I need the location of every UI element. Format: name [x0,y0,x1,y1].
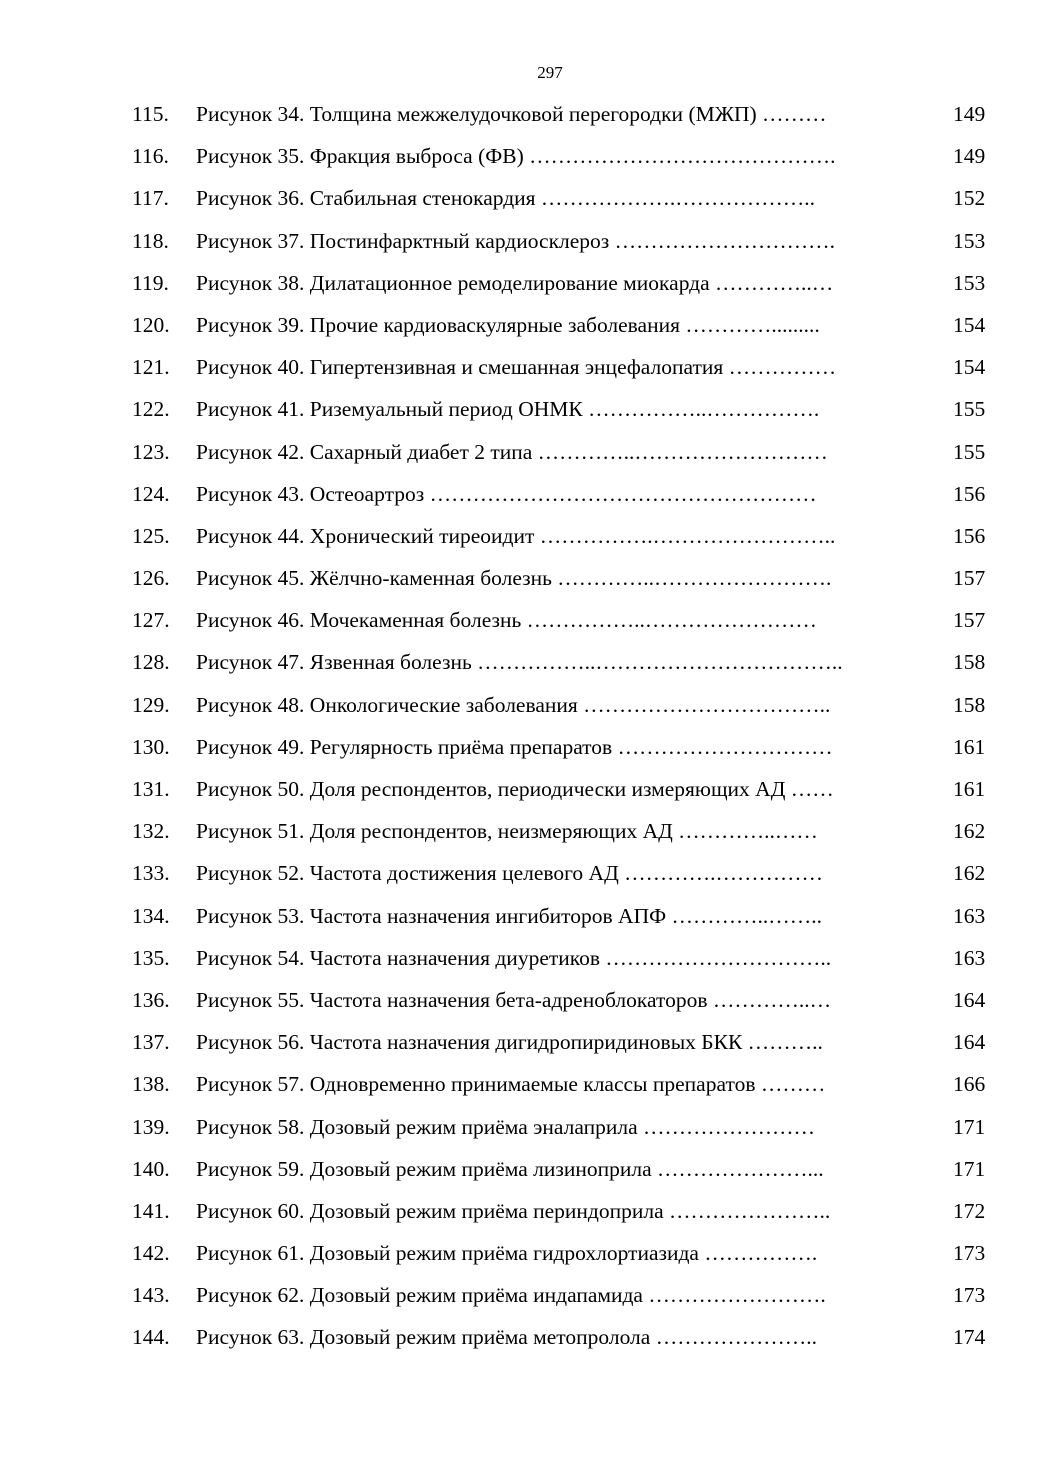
toc-entry-title: Рисунок 50. Доля респондентов, периодически измеряющих АД …… [196,777,834,801]
toc-entry-number: 125. [132,523,170,548]
toc-entry-title: Рисунок 54. Частота назначения диуретиков ………………………….. [196,945,832,970]
toc-entry-number: 132. [132,819,170,844]
toc-entry-number: 137. [132,1030,170,1055]
toc-entry[interactable] [0,521,1040,563]
toc-entry-page: 152 [953,186,986,211]
toc-entry-number: 119. [132,270,169,295]
toc-entry-title: Рисунок 44. Хронический тиреоидит …………….…………………….. [196,523,836,548]
toc-entry-title: Рисунок 60. Дозовый режим приёма периндоприла ………………….. [196,1198,831,1223]
toc-entry[interactable] [0,647,1040,689]
toc-entry-page: 162 [953,819,986,844]
toc-entry-title: Рисунок 47. Язвенная болезнь ……………..…………………………….. [196,650,843,675]
toc-entry[interactable] [0,1154,1040,1196]
toc-entry-number: 124. [132,481,170,506]
toc-entry-number: 143. [132,1283,170,1308]
toc-entry-title: Рисунок 56. Частота назначения дигидропиридиновых БКК ……….. [196,1030,823,1055]
toc-entry-number: 126. [132,566,170,591]
toc-entry-number: 122. [132,397,170,422]
toc-entry-page: 156 [953,481,986,506]
toc-entry-page: 163 [953,945,986,970]
toc-entry-number: 138. [132,1072,170,1097]
toc-entry-number: 140. [132,1156,170,1181]
toc-entry[interactable] [0,1069,1040,1111]
toc-entry[interactable] [0,99,1040,141]
toc-entry-page: 173 [953,1283,986,1308]
toc-entry-number: 144. [132,1325,170,1350]
page-number: 297 [537,63,563,82]
toc-entry[interactable] [0,141,1040,183]
toc-entry[interactable] [0,816,1040,858]
toc-entry-page: 155 [953,397,986,422]
toc-entry-title: Рисунок 34. Толщина межжелудочковой перегородки (МЖП) ……… [196,102,827,126]
toc-entry-page: 154 [953,312,986,337]
toc-entry-number: 128. [132,650,170,675]
toc-entry-page: 164 [953,1030,986,1055]
toc-entry-title: Рисунок 58. Дозовый режим приёма эналаприла …………………… [196,1114,815,1139]
toc-entry-page: 157 [953,608,986,633]
toc-entry-number: 141. [132,1198,170,1223]
toc-entry[interactable] [0,605,1040,647]
toc-entry-page: 153 [953,228,986,253]
toc-entry-page: 171 [953,1156,986,1181]
toc-entry-page: 162 [953,861,986,886]
toc-entry-title: Рисунок 51. Доля респондентов, неизмеряющих АД …………..…… [196,819,818,844]
toc-entry-number: 130. [132,734,170,759]
toc-entry-page: 171 [953,1114,986,1139]
toc-entry-number: 134. [132,903,170,928]
toc-entry[interactable] [0,1322,1040,1364]
toc-entry-number: 120. [132,312,170,337]
toc-entry-title: Рисунок 53. Частота назначения ингибиторов АПФ …………..…….. [196,903,822,928]
toc-entry-number: 118. [132,228,169,253]
toc-entry-title: Рисунок 62. Дозовый режим приёма индапамида ……………………. [196,1283,826,1308]
toc-entry[interactable] [0,1027,1040,1069]
toc-entry-title: Рисунок 49. Регулярность приёма препаратов ………………………… [196,734,833,759]
toc-entry-title: Рисунок 48. Онкологические заболевания …………………………….. [196,692,831,717]
toc-entry[interactable] [0,858,1040,900]
toc-entry-number: 136. [132,987,170,1012]
toc-entry-number: 123. [132,439,170,464]
toc-entry-title: Рисунок 57. Одновременно принимаемые классы препаратов ……… [196,1072,826,1097]
toc-entry[interactable] [0,1112,1040,1154]
toc-entry[interactable] [0,394,1040,436]
toc-entry-number: 121. [132,355,170,380]
toc-entry[interactable] [0,943,1040,985]
toc-entry-page: 163 [953,903,986,928]
toc-entry-page: 158 [953,692,986,717]
toc-entry-page: 157 [953,566,986,591]
toc-entry-title: Рисунок 52. Частота достижения целевого АД ………….…………… [196,861,823,886]
toc-entry-page: 166 [953,1072,986,1097]
toc-entry-number: 135. [132,945,170,970]
toc-entry-number: 131. [132,777,170,801]
toc-entry-number: 133. [132,861,170,886]
toc-entry-page: 154 [953,355,986,380]
toc-entry-title: Рисунок 38. Дилатационное ремоделирование миокарда …………..… [196,270,834,295]
toc-entry-page: 158 [953,650,986,675]
toc-entry-title: Рисунок 35. Фракция выброса (ФВ) ……………………………………. [196,144,836,169]
toc-entry-page: 164 [953,987,986,1012]
toc-entry[interactable] [0,1238,1040,1280]
toc-entry[interactable] [0,901,1040,943]
toc-entry-page: 149 [953,144,986,169]
toc-entry-title: Рисунок 55. Частота назначения бета-адреноблокаторов …………..… [196,987,832,1012]
toc-entry-title: Рисунок 63. Дозовый режим приёма метопролола ………………….. [196,1325,817,1350]
toc-entry[interactable] [0,479,1040,521]
toc-entry[interactable] [0,774,1040,816]
toc-entry-title: Рисунок 36. Стабильная стенокардия ……………….……………….. [196,186,816,211]
toc-entry[interactable] [0,352,1040,394]
toc-entry[interactable] [0,1280,1040,1322]
toc-entry-number: 129. [132,692,170,717]
toc-entry-number: 115. [132,102,169,126]
toc-entry[interactable] [0,732,1040,774]
toc-entry-title: Рисунок 39. Прочие кардиоваскулярные заболевания …………......... [196,312,820,337]
toc-entry-page: 149 [953,102,986,126]
toc-entry[interactable] [0,268,1040,310]
toc-entry[interactable] [0,690,1040,732]
table-of-figures [0,99,1040,1365]
toc-entry-title: Рисунок 41. Риземуальный период ОНМК ……………..……………. [196,397,820,422]
toc-entry-page: 172 [953,1198,986,1223]
toc-entry[interactable] [0,437,1040,479]
toc-entry[interactable] [0,985,1040,1027]
toc-entry-page: 174 [953,1325,986,1350]
toc-entry-page: 161 [953,777,986,801]
toc-entry-page: 155 [953,439,986,464]
toc-entry-title: Рисунок 42. Сахарный диабет 2 типа …………..……………………… [196,439,828,464]
toc-entry[interactable] [0,563,1040,605]
toc-entry-title: Рисунок 43. Остеоартроз ……………………………………………… [196,481,817,506]
toc-entry-number: 142. [132,1241,170,1266]
toc-entry-page: 161 [953,734,986,759]
toc-entry[interactable] [0,226,1040,268]
toc-entry-number: 139. [132,1114,170,1139]
toc-entry-title: Рисунок 59. Дозовый режим приёма лизиноприла …………………... [196,1156,824,1181]
toc-entry[interactable] [0,183,1040,225]
toc-entry-page: 156 [953,523,986,548]
toc-entry[interactable] [0,310,1040,352]
toc-entry-title: Рисунок 37. Постинфарктный кардиосклероз …………………………. [196,228,836,253]
toc-entry[interactable] [0,1196,1040,1238]
toc-entry-number: 116. [132,144,169,169]
toc-entry-number: 127. [132,608,170,633]
toc-entry-page: 173 [953,1241,986,1266]
toc-entry-number: 117. [132,186,169,211]
toc-entry-title: Рисунок 46. Мочекаменная болезнь ……………..…………………… [196,608,817,633]
toc-entry-title: Рисунок 40. Гипертензивная и смешанная энцефалопатия …………… [196,355,837,380]
toc-entry-title: Рисунок 61. Дозовый режим приёма гидрохлортиазида ……………. [196,1241,818,1266]
toc-entry-page: 153 [953,270,986,295]
toc-entry-title: Рисунок 45. Жёлчно-каменная болезнь …………..……………………. [196,566,832,591]
